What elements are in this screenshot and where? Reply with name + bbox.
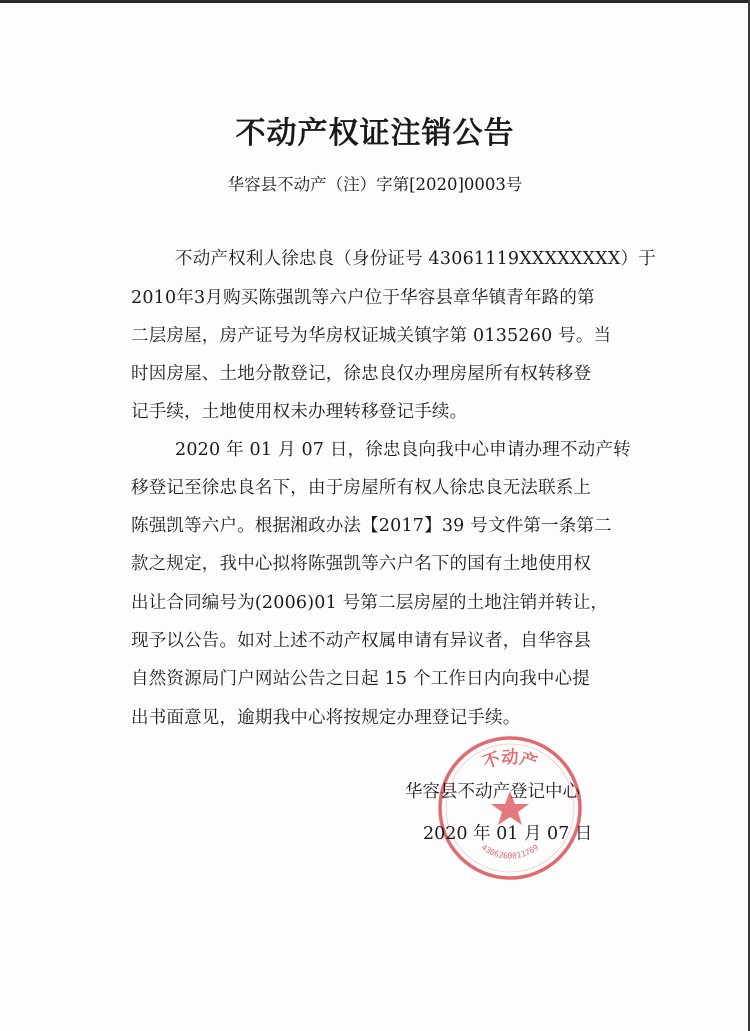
paragraph-line: 时因房屋、土地分散登记，徐忠良仅办理房屋所有权转移登 bbox=[131, 364, 592, 384]
paragraph-line: 移登记至徐忠良名下，由于房屋所有权人徐忠良无法联系上 bbox=[131, 478, 592, 498]
paragraph-line: 2010年3月购买陈强凯等六户位于华容县章华镇青年路的第 bbox=[131, 288, 595, 308]
svg-text:4306260011769 bbox=[480, 843, 541, 861]
svg-text:不动产 bbox=[480, 747, 540, 773]
paragraph-line: 二层房屋，房产证号为华房权证城关镇字第 0135260 号。当 bbox=[131, 326, 612, 346]
paragraph-line: 款之规定，我中心拟将陈强凯等六户名下的国有土地使用权 bbox=[131, 554, 592, 574]
official-seal-stamp bbox=[435, 733, 585, 883]
paragraph-line: 现予以公告。如对上述不动产权属申请有异议者，自华容县 bbox=[131, 631, 592, 651]
seal-top-text: 不动产 bbox=[480, 748, 540, 774]
paragraph-line: 出书面意见，逾期我中心将按规定办理登记手续。 bbox=[131, 708, 521, 728]
paragraph-line: 不动产权利人徐忠良（身份证号 43061119XXXXXXXX）于 bbox=[175, 249, 656, 269]
paragraph-line: 2020 年 01 月 07 日，徐忠良向我中心申请办理不动产转 bbox=[175, 440, 631, 460]
paragraph-line: 记手续，土地使用权未办理转移登记手续。 bbox=[131, 402, 468, 422]
paragraph-line: 陈强凯等六户。根据湘政办法【2017】39 号文件第一条第二 bbox=[131, 516, 612, 536]
signature-organization: 华容县不动产登记中心 bbox=[405, 782, 580, 802]
document-title: 不动产权证注销公告 bbox=[235, 116, 515, 151]
paragraph-line: 出让合同编号为(2006)01 号第二层房屋的土地注销并转让， bbox=[131, 593, 609, 613]
seal-serial-number: 4306260011769 bbox=[479, 842, 541, 861]
document-number: 华容县不动产（注）字第[2020]0003号 bbox=[227, 175, 523, 194]
paragraph-line: 自然资源局门户网站公告之日起 15 个工作日内向我中心提 bbox=[131, 669, 590, 689]
signature-date: 2020 年 01 月 07 日 bbox=[423, 824, 593, 844]
scan-top-edge bbox=[0, 0, 750, 3]
